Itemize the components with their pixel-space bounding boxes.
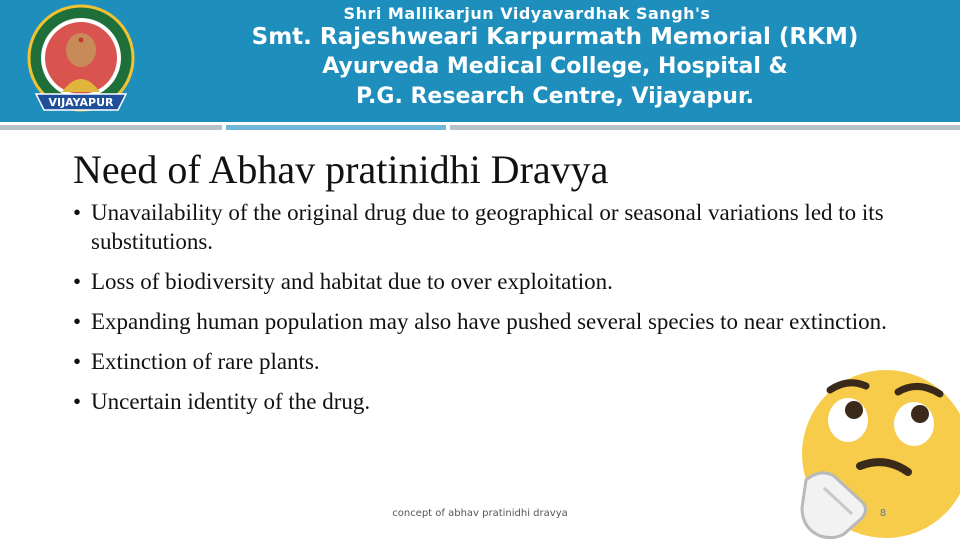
header-line-1: Shri Mallikarjun Vidyavardhak Sangh's [343, 4, 711, 23]
bullet-marker: • [73, 389, 82, 414]
bullet-item [73, 307, 903, 336]
bullet-marker: • [73, 200, 82, 225]
bullet-marker: • [73, 309, 82, 334]
bullet-text: Unavailability of the original drug due to geographical or seasonal variations led to its substitutions. [91, 200, 884, 254]
bullet-marker: • [73, 269, 82, 294]
header-banner [0, 0, 960, 122]
header-line-4: P.G. Research Centre, Vijayapur. [355, 84, 755, 109]
bullet-text: Extinction of rare plants. [91, 349, 320, 374]
bullet-text: Loss of biodiversity and habitat due to over exploitation. [91, 269, 613, 294]
bullet-item [73, 267, 903, 296]
divider-right [450, 125, 960, 130]
page-number: 8 [879, 508, 887, 519]
slide-title: Need of Abhav pratinidhi Dravya [73, 147, 609, 192]
bullet-text: Uncertain identity of the drug. [91, 389, 371, 414]
bullet-item [73, 198, 903, 256]
logo-ribbon-text: VIJAYAPUR [48, 96, 114, 109]
header-line-2: Smt. Rajeshweari Karpurmath Memorial (RKM) [251, 24, 859, 50]
bullet-item [73, 347, 903, 376]
bullet-text: Expanding human population may also have pushed several species to near extinction. [91, 309, 887, 334]
header-line-3: Ayurveda Medical College, Hospital & [322, 54, 788, 79]
header-text-block [150, 0, 960, 122]
divider-left [0, 125, 222, 130]
divider-accent [226, 125, 446, 130]
bullet-marker: • [73, 349, 82, 374]
bullet-item [73, 387, 903, 416]
bullet-list [73, 198, 903, 427]
slide-footer: concept of abhav pratinidhi dravya [392, 508, 568, 519]
